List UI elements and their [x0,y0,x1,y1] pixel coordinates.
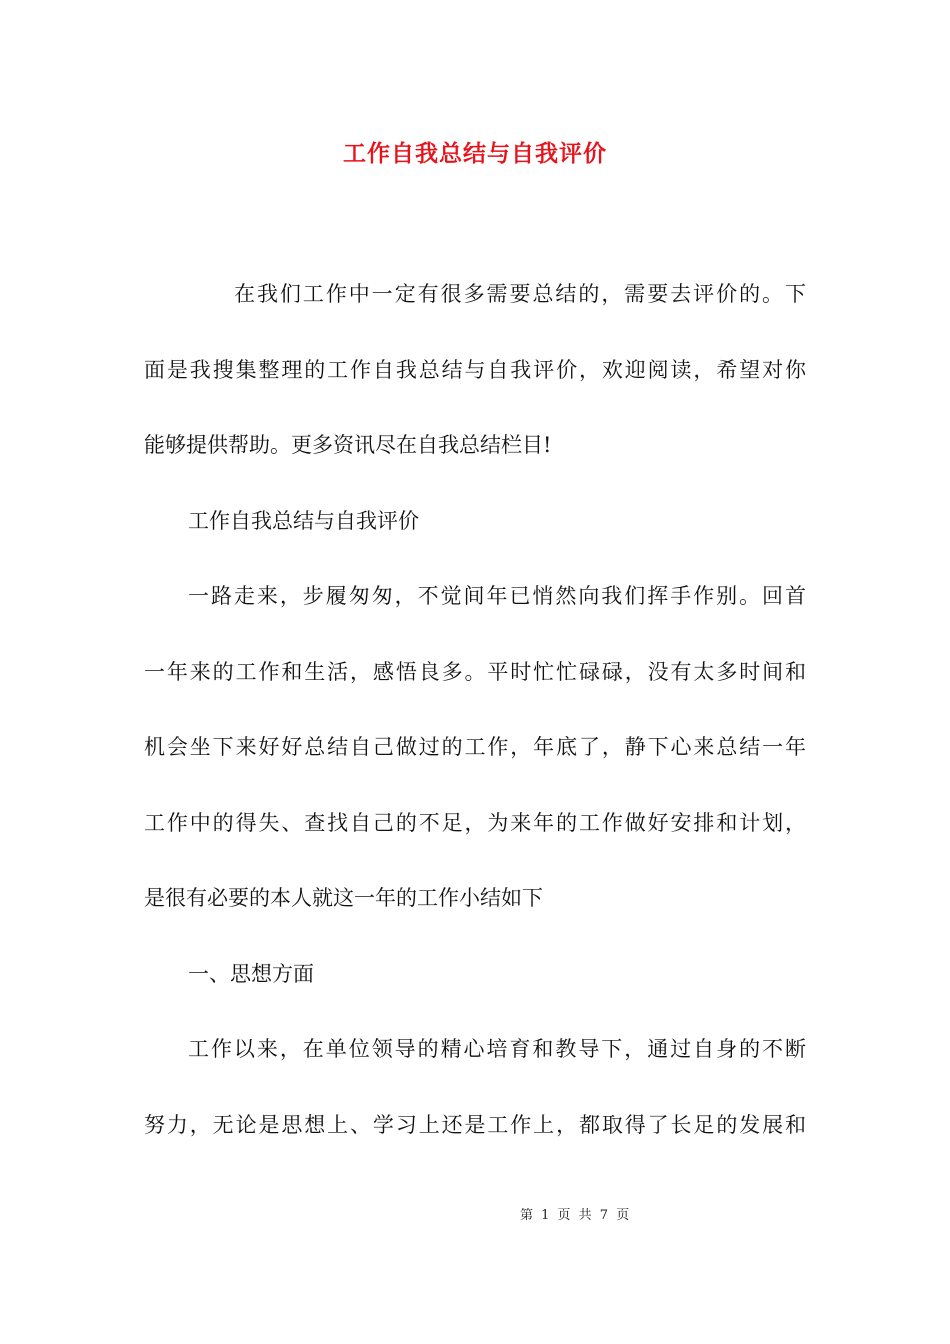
document-body [144,276,806,1182]
paragraph-line: 是很有必要的本人就这一年的工作小结如下 [144,886,543,910]
paragraph-line: 一路走来，步履匆匆，不觉间年已悄然向我们挥手作别。回首 [188,584,806,608]
paragraph-line: 机会坐下来好好总结自己做过的工作，年底了，静下心来总结一年 [144,735,806,759]
paragraph-line: 努力，无论是思想上、学习上还是工作上，都取得了长足的发展和 [144,1112,806,1137]
section-heading: 工作自我总结与自我评价 [188,508,419,533]
paragraph-line: 面是我搜集整理的工作自我总结与自我评价，欢迎阅读，希望对你 [144,357,806,382]
paragraph-line: 工作以来，在单位领导的精心培育和教导下，通过自身的不断 [188,1037,806,1061]
paragraph-line: 工作中的得失、查找自己的不足，为来年的工作做好安排和计划， [144,810,806,835]
section-heading: 一、思想方面 [188,961,314,986]
paragraph-line: 一年来的工作和生活，感悟良多。平时忙忙碌碌，没有太多时间和 [144,659,806,684]
paragraph-line: 能够提供帮助。更多资讯尽在自我总结栏目! [144,433,552,457]
document-title: 工作自我总结与自我评价 [343,140,607,167]
paragraph-line: 在我们工作中一定有很多需要总结的，需要去评价的。下 [234,282,806,306]
page-number-footer: 第 1 页 共 7 页 [520,1208,630,1223]
